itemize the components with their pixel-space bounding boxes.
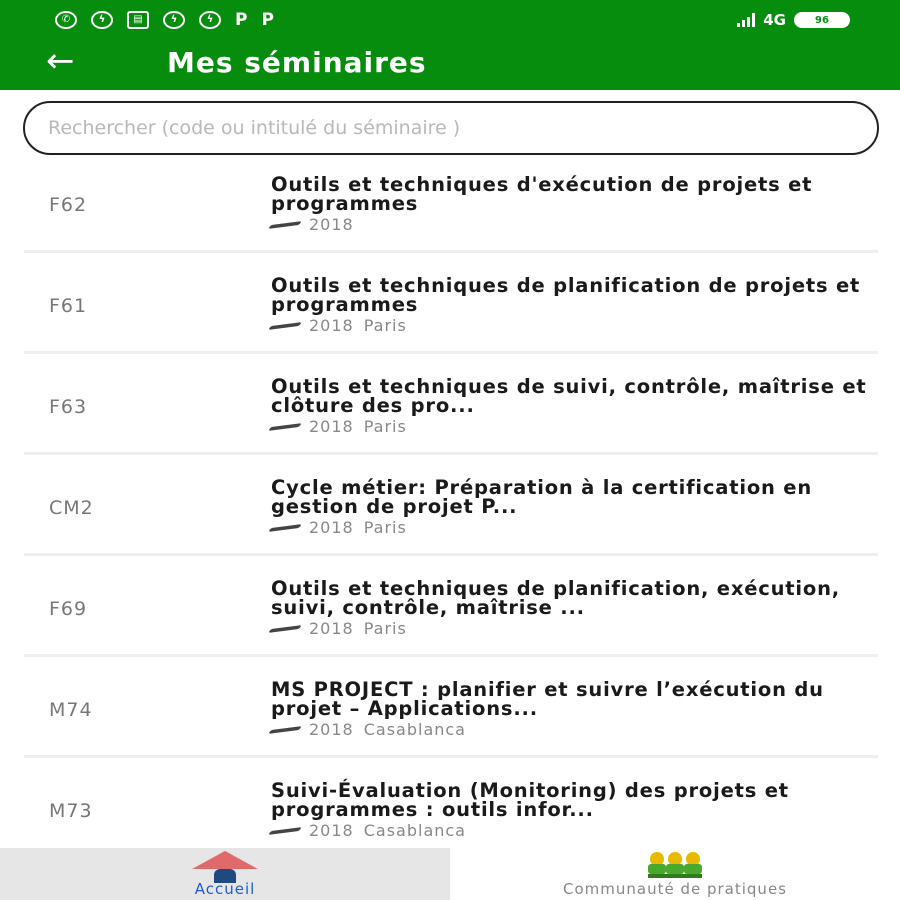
seminar-title: Outils et techniques de suivi, contrôle, maîtrise et clôture des pro... (271, 375, 867, 417)
seminar-title: Outils et techniques de planification de projets et programmes (271, 274, 861, 316)
image-icon: ▤ (127, 11, 149, 29)
seminar-title: Suivi-Évaluation (Monitoring) des projets et programmes : outils infor... (271, 779, 789, 821)
tab-communaute-label: Communauté de pratiques (563, 880, 787, 898)
plane-icon (271, 625, 299, 633)
seminar-title: MS PROJECT : planifier et suivre l’exécution du projet – Applications... (271, 678, 824, 720)
messenger-icon: ϟ (199, 11, 221, 29)
battery-level: 96 (815, 14, 829, 26)
seminar-location: Casablanca (363, 821, 466, 840)
plane-icon (271, 322, 299, 330)
seminar-year: 2018 (309, 417, 354, 436)
plane-icon (271, 423, 299, 431)
seminar-code: M74 (49, 699, 93, 721)
search-box (23, 101, 879, 155)
tab-accueil-label: Accueil (194, 880, 256, 898)
seminar-title: Outils et techniques d'exécution de projets et programmes (271, 173, 813, 215)
plane-icon (271, 827, 299, 835)
seminar-year: 2018 (309, 215, 354, 234)
page-title: Mes séminaires (167, 46, 427, 79)
seminar-row[interactable] (0, 362, 900, 463)
seminar-row[interactable] (0, 261, 900, 362)
seminar-title: Outils et techniques de planification, exécution, suivi, contrôle, maîtrise ... (271, 577, 840, 619)
notification-icons (55, 11, 274, 29)
tab-communaute[interactable] (450, 848, 900, 900)
row-divider (24, 250, 878, 253)
community-icon (648, 852, 702, 878)
seminar-location: Paris (363, 417, 407, 436)
seminar-row[interactable] (0, 665, 900, 766)
seminar-year: 2018 (309, 316, 354, 335)
seminar-code: F69 (49, 598, 88, 620)
battery-icon (794, 12, 850, 28)
seminar-meta (271, 821, 466, 840)
bottom-navigation (0, 848, 900, 900)
seminar-code: M73 (49, 800, 93, 822)
row-divider (24, 351, 878, 354)
seminar-row[interactable] (0, 463, 900, 564)
plane-icon (271, 524, 299, 532)
plane-icon (271, 726, 299, 734)
seminar-meta (271, 720, 466, 739)
seminar-row[interactable] (0, 564, 900, 665)
seminar-meta (271, 316, 407, 335)
seminar-year: 2018 (309, 619, 354, 638)
seminar-title: Cycle métier: Préparation à la certification en gestion de projet P... (271, 476, 813, 518)
seminar-row[interactable] (0, 160, 900, 261)
seminar-location: Casablanca (363, 720, 466, 739)
seminar-location: Paris (363, 518, 407, 537)
tab-accueil[interactable] (0, 848, 450, 900)
seminar-meta (271, 518, 407, 537)
network-type: 4G (763, 11, 786, 29)
row-divider (24, 553, 878, 556)
seminar-meta (271, 417, 407, 436)
seminar-code: CM2 (49, 497, 94, 519)
seminar-meta (271, 619, 407, 638)
status-bar (0, 0, 900, 40)
search-input[interactable] (48, 117, 877, 139)
seminar-code: F61 (49, 295, 88, 317)
p-icon: P (235, 9, 248, 30)
seminar-code: F63 (49, 396, 88, 418)
seminar-location: Paris (363, 316, 407, 335)
back-arrow-icon[interactable]: ← (46, 41, 75, 81)
seminar-meta (271, 215, 364, 234)
seminar-year: 2018 (309, 821, 354, 840)
seminar-year: 2018 (309, 720, 354, 739)
app-bar (0, 40, 900, 90)
seminar-location: Paris (363, 619, 407, 638)
row-divider (24, 755, 878, 758)
signal-icon (737, 13, 755, 27)
seminar-code: F62 (49, 194, 88, 216)
plane-icon (271, 221, 299, 229)
home-icon (192, 851, 258, 881)
whatsapp-icon: ✆ (55, 11, 77, 29)
row-divider (24, 452, 878, 455)
p-icon: P (261, 9, 274, 30)
messenger-icon: ϟ (91, 11, 113, 29)
messenger-icon: ϟ (163, 11, 185, 29)
seminar-year: 2018 (309, 518, 354, 537)
row-divider (24, 654, 878, 657)
